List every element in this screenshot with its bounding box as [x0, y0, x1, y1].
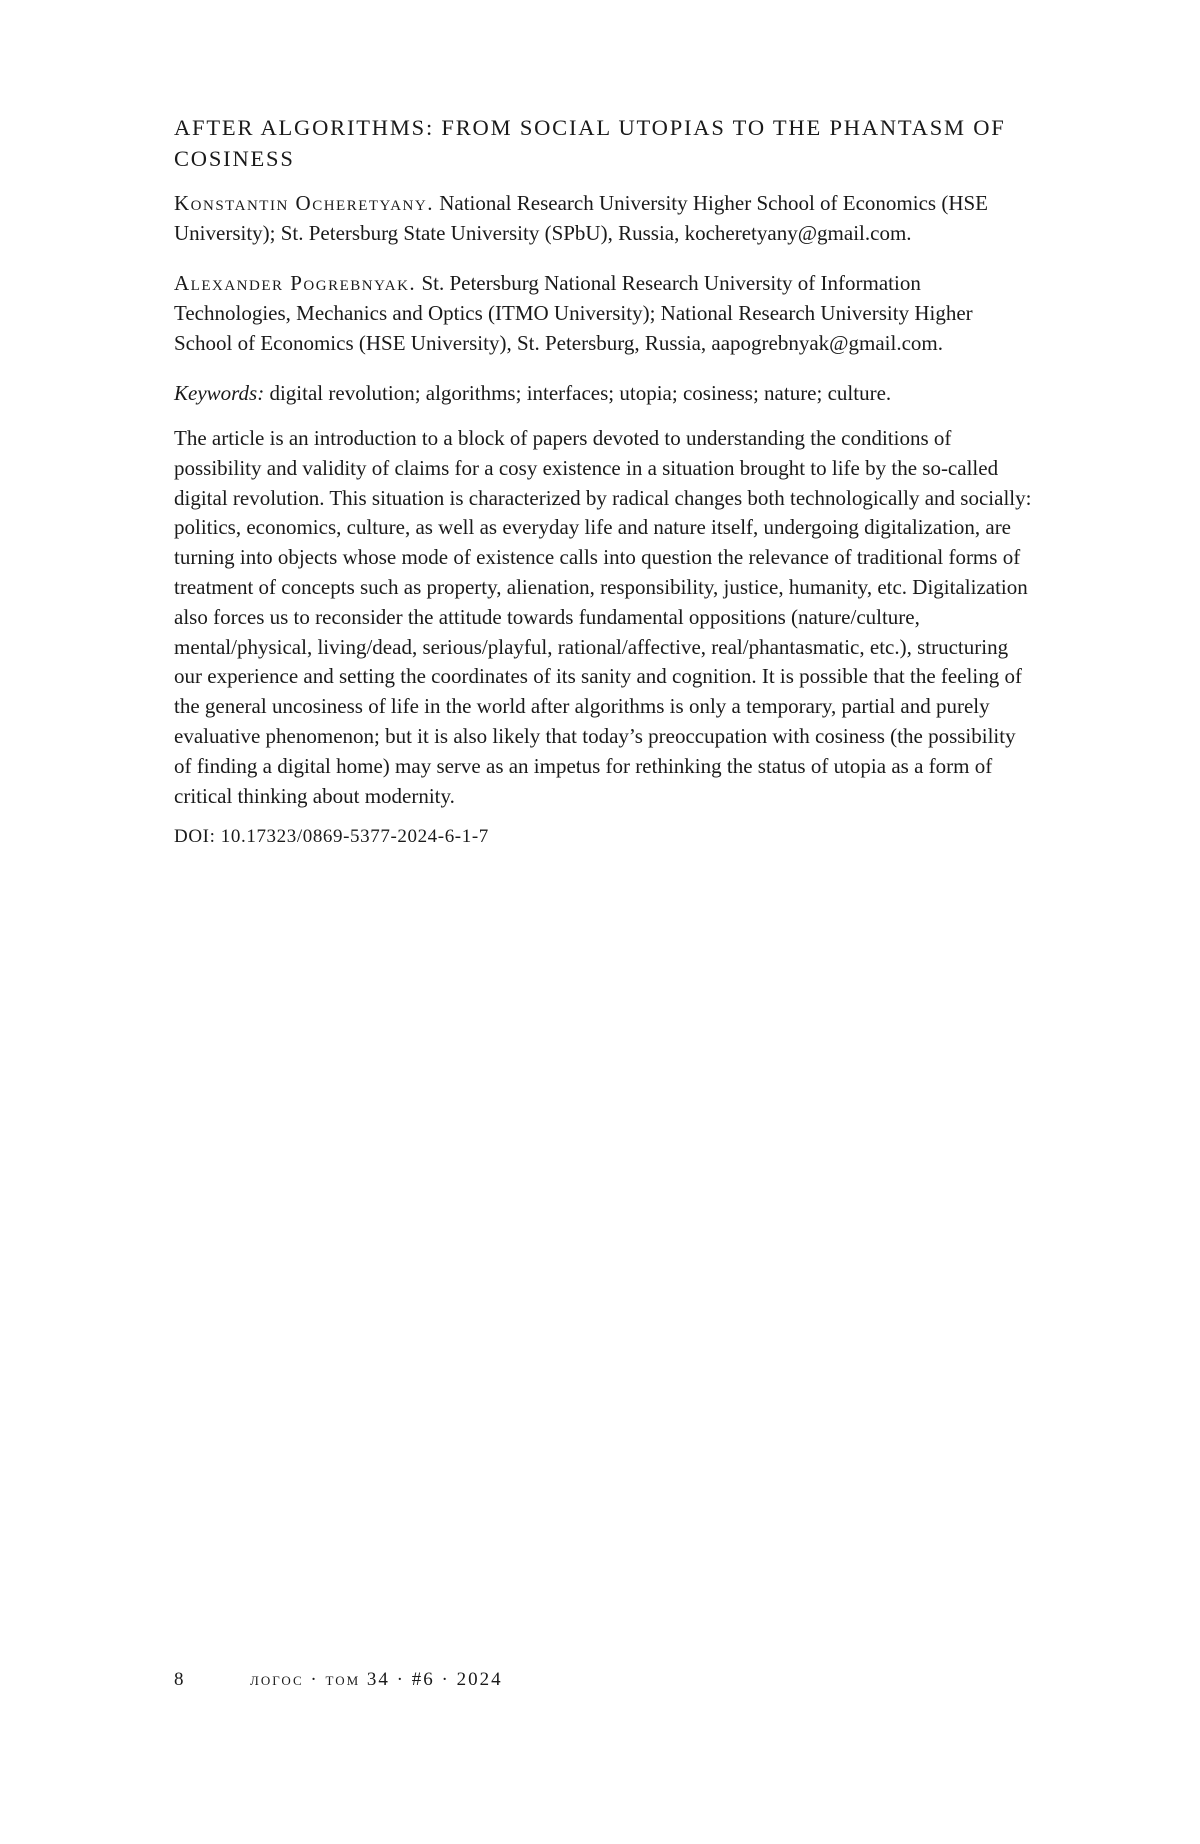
keywords: [174, 378, 1034, 408]
keywords-list: digital revolution; algorithms; interfaces; utopia; cosiness; nature; culture.: [269, 381, 892, 405]
author-affiliation: National Research University Higher School of Economics (HSE University); St. Petersburg State University (SPbU), Russia, kocheretyany@gmail.com.: [174, 191, 988, 245]
page-number: 8: [174, 1669, 184, 1690]
abstract: The article is an introduction to a block of papers devoted to understanding the conditions of possibility and validity of claims for a cosy existence in a situation brought to life by the so-called digital revolution. This situation is characterized by radical changes both technologically and socially: politics, economics, culture, as well as everyday life and nature itself, undergoing digitalization, are turning into objects whose mode of existence calls into question the relevance of traditional forms of treatment of concepts such as property, alienation, responsibility, justice, humanity, etc. Digitalization also forces us to reconsider the attitude towards fundamental oppositions (nature/culture, mental/physical, living/dead, serious/playful, rational/affective, real/phantasmatic, etc.), structuring our experience and setting the coordinates of its sanity and cognition. It is possible that the feeling of the general uncosiness of life in the world after algorithms is only a temporary, partial and purely evaluative phenomenon; but it is also likely that today’s preoccupation with cosiness (the possibility of finding a digital home) may serve as an impetus for rethinking the status of utopia as a form of critical thinking about modernity.: [174, 426, 1032, 808]
author-block-1: [174, 188, 1034, 248]
author-affiliation: St. Petersburg National Research University of Information Technologies, Mechanics and Optics (ITMO University); National Research University Higher School of Economics (HSE University), St. Petersburg, Russia, aapogrebnyak@gmail.com.: [174, 271, 973, 355]
page-footer: [174, 1668, 503, 1692]
keywords-label: Keywords:: [174, 381, 265, 405]
author-name: Alexander Pogrebnyak.: [174, 271, 417, 295]
article-page: [174, 112, 1034, 851]
article-title: AFTER ALGORITHMS: FROM SOCIAL UTOPIAS TO THE PHANTASM OF COSINESS: [174, 115, 1006, 171]
journal-running-footer: логос · том 34 · #6 · 2024: [250, 1669, 503, 1690]
doi: DOI: 10.17323/0869-5377-2024-6-1-7: [174, 826, 489, 848]
author-name: Konstantin Ocheretyany.: [174, 191, 434, 215]
author-block-2: [174, 268, 1034, 358]
